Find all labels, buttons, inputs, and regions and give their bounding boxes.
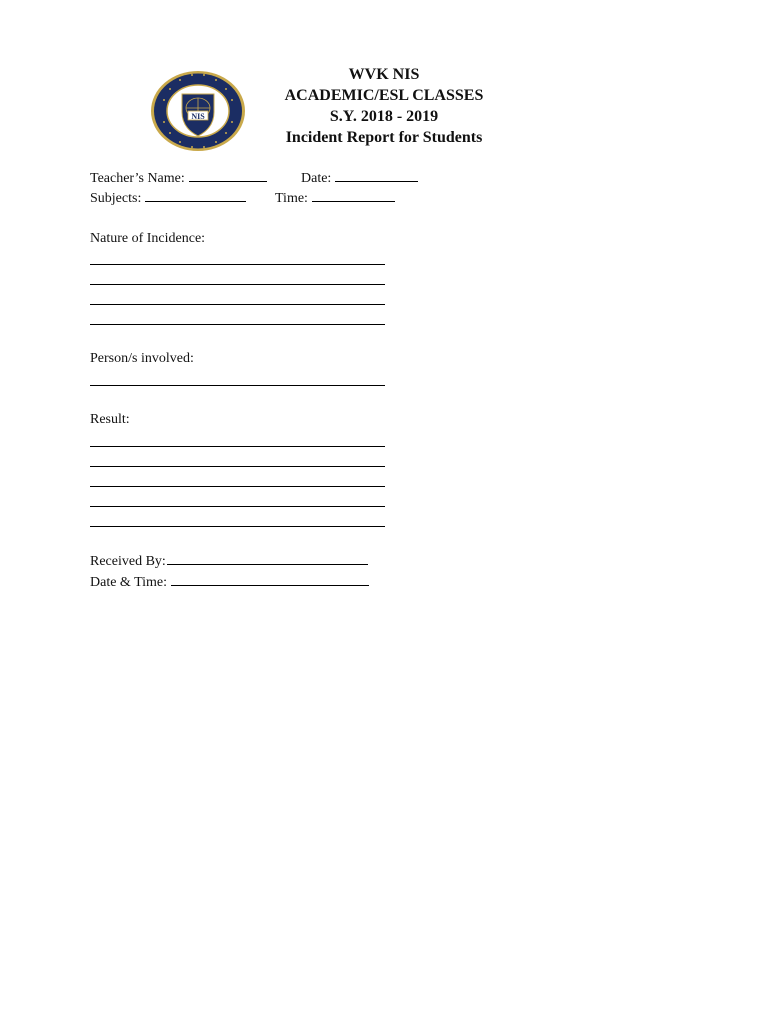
nature-line-4[interactable] [90, 324, 385, 325]
persons-label: Person/s involved: [90, 351, 194, 366]
subjects-row [90, 189, 246, 208]
school-logo [150, 70, 246, 152]
date-field[interactable] [335, 169, 418, 182]
received-by-row [90, 552, 368, 571]
time-label: Time: [275, 191, 308, 206]
teachers-name-field[interactable] [189, 169, 267, 182]
nature-line-2[interactable] [90, 284, 385, 285]
nature-line-3[interactable] [90, 304, 385, 305]
date-time-row [90, 573, 369, 592]
date-time-field[interactable] [171, 573, 369, 586]
subjects-label: Subjects: [90, 191, 142, 206]
nature-label: Nature of Incidence: [90, 231, 206, 246]
teachers-name-row [90, 169, 267, 188]
document-title: Incident Report for Students [285, 129, 483, 146]
received-by-field[interactable] [167, 552, 368, 565]
date-label: Date: [301, 171, 332, 186]
date-row [301, 169, 418, 188]
svg-text:NIS: NIS [191, 112, 205, 121]
school-year: S.Y. 2018 - 2019 [329, 108, 439, 125]
result-line-1[interactable] [90, 446, 385, 447]
result-line-4[interactable] [90, 506, 385, 507]
subjects-field[interactable] [145, 189, 246, 202]
result-line-3[interactable] [90, 486, 385, 487]
date-time-label: Date & Time: [90, 575, 168, 590]
time-field[interactable] [312, 189, 395, 202]
result-line-5[interactable] [90, 526, 385, 527]
document-header [262, 64, 506, 148]
result-line-2[interactable] [90, 466, 385, 467]
program-name: ACADEMIC/ESL CLASSES [284, 87, 484, 104]
school-name: WVK NIS [348, 66, 420, 83]
teachers-name-label: Teacher’s Name: [90, 171, 185, 186]
nature-line-1[interactable] [90, 264, 385, 265]
persons-line-1[interactable] [90, 385, 385, 386]
time-row [275, 189, 395, 208]
received-by-label: Received By: [90, 554, 166, 569]
result-label: Result: [90, 412, 130, 427]
